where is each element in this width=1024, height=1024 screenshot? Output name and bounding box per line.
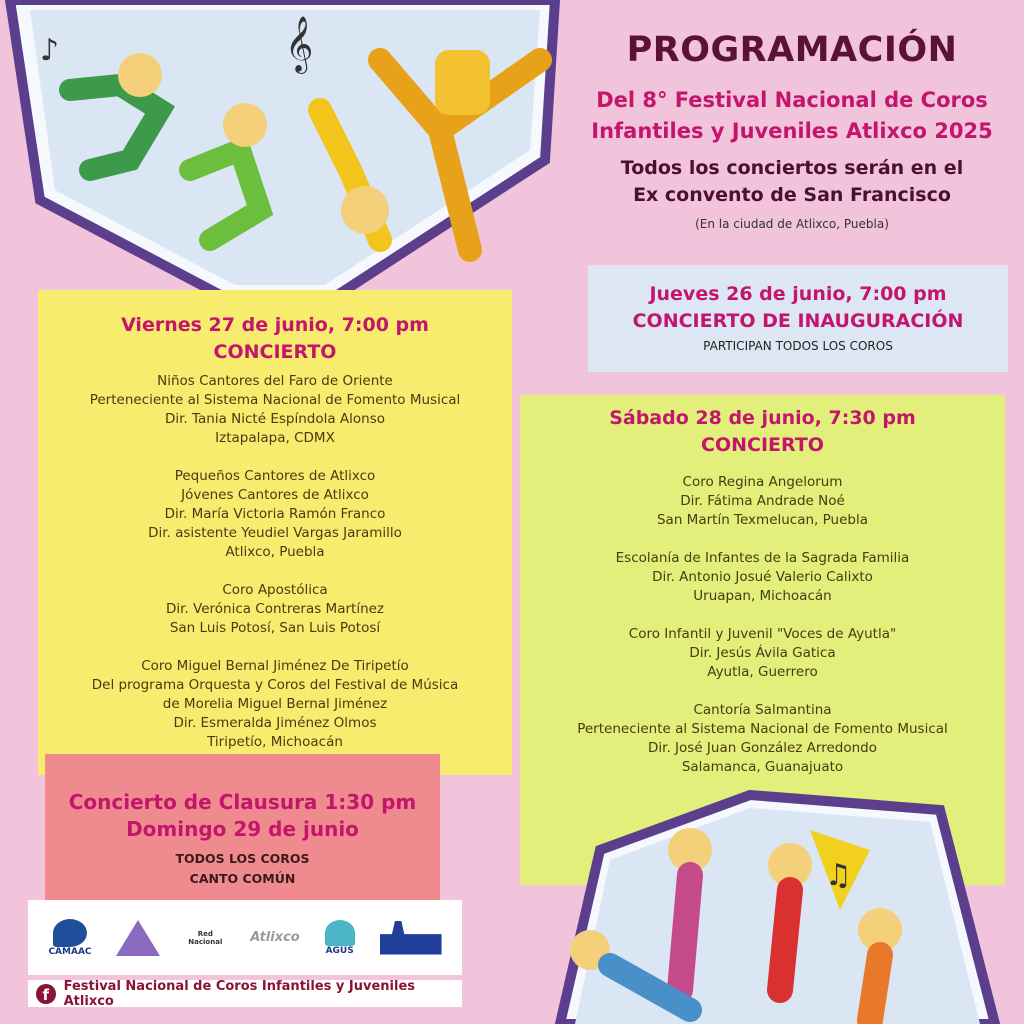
sunday-line: CANTO COMÚN [189,871,296,886]
subtitle-line: Infantiles y Juveniles Atlixco 2025 [591,119,993,143]
sunday-date: Domingo 29 de junio [126,817,359,841]
choir-info-line: Dir. Fátima Andrade Noé [680,493,845,509]
friday-date: Viernes 27 de junio, 7:00 pm [121,314,429,336]
treble-clef-icon: 𝄞 [285,16,314,72]
choir-info-line: Dir. Jesús Ávila Gatica [689,645,836,661]
thursday-title: CONCIERTO DE INAUGURACIÓN [632,310,964,332]
choir-info-line: Iztapalapa, CDMX [215,430,335,446]
facebook-page-name[interactable]: Festival Nacional de Coros Infantiles y Juveniles Atlixco [63,978,415,1009]
saturday-choir-list [520,473,1005,777]
page-title: PROGRAMACIÓN [626,30,958,70]
choir-info-line: San Martín Texmelucan, Puebla [656,512,869,528]
choir-info-line: Perteneciente al Sistema Nacional de Fomento Musical [577,721,948,737]
facebook-bar[interactable] [28,980,462,1007]
music-note-icon: ♪ [40,33,60,68]
choir-info-line: Pequeños Cantores de Atlixco [174,468,376,484]
choir-info-line: Ayutla, Guerrero [707,664,818,680]
festival-subtitle [560,85,1024,233]
choir-info-line: Escolanía de Infantes de la Sagrada Familia [615,550,910,566]
children-singing-illustration [0,0,565,305]
choir-info-line: Niños Cantores del Faro de Oriente [157,373,393,389]
city-note: (En la ciudad de Atlixco, Puebla) [695,217,889,231]
camaac-logo: CAMAAC [48,919,91,957]
sunday-title: Concierto de Clausura 1:30 pm [68,790,417,814]
choir-info-line: Uruapan, Michoacán [693,588,832,604]
choir-info-line: Coro Infantil y Juvenil "Voces de Ayutla" [628,626,897,642]
choir-info-line: Dir. Antonio Josué Valerio Calixto [652,569,873,585]
saturday-date: Sábado 28 de junio, 7:30 pm [609,407,916,429]
sunday-box [45,754,440,900]
venue-line: Ex convento de San Francisco [633,184,951,206]
choir-info-line: San Luis Potosí, San Luis Potosí [169,620,381,636]
children-singing-illustration-bottom [540,790,1010,1024]
red-nacional-logo: Red Nacional [188,929,223,946]
choir-info-line: Dir. Verónica Contreras Martínez [165,601,385,617]
friday-title: CONCIERTO [213,341,337,363]
thursday-date: Jueves 26 de junio, 7:00 pm [649,283,947,305]
choir-info-line: Dir. Tania Nicté Espíndola Alonso [164,411,386,427]
choir-info-line: Jóvenes Cantores de Atlixco [181,487,369,503]
choir-info-line: Del programa Orquesta y Coros del Festival de Música [91,677,459,693]
choir-info-line: Dir. asistente Yeudiel Vargas Jaramillo [148,525,402,541]
festival-logo [116,920,160,956]
choir-info-line: Salamanca, Guanajuato [681,759,844,775]
choir-info-line: Dir. Esmeralda Jiménez Olmos [173,715,377,731]
choir-info-line: Atlixco, Puebla [225,544,325,560]
thursday-box [588,265,1008,372]
thursday-note: PARTICIPAN TODOS LOS COROS [703,339,893,353]
choir-info-line: de Morelia Miguel Bernal Jiménez [162,696,388,712]
choir-info-line: Dir. José Juan González Arredondo [648,740,877,756]
music-note-icon: ♫ [825,858,852,893]
choir-info-line: Perteneciente al Sistema Nacional de Fomento Musical [89,392,461,408]
ayuntamiento-atlixco-logo: Atlixco [250,930,300,945]
agus-logo: AGUS [325,920,355,956]
choir-info-line: Coro Apostólica [222,582,328,598]
facebook-icon: f [36,984,56,1004]
venue-line: Todos los conciertos serán en el [620,157,964,179]
subtitle-line: Del 8° Festival Nacional de Coros [596,88,988,112]
choir-info-line: Coro Regina Angelorum [682,474,843,490]
friday-box [38,290,512,775]
friday-choir-list [38,372,512,752]
choir-info-line: Coro Miguel Bernal Jiménez De Tiripetío [141,658,409,674]
ex-convento-logo [380,921,442,955]
choir-info-line: Dir. María Victoria Ramón Franco [164,506,386,522]
choir-info-line: Tiripetío, Michoacán [207,734,343,750]
saturday-title: CONCIERTO [701,434,824,456]
choir-info-line: Cantoría Salmantina [693,702,832,718]
sponsor-logos [28,900,462,975]
sunday-line: TODOS LOS COROS [175,851,310,866]
